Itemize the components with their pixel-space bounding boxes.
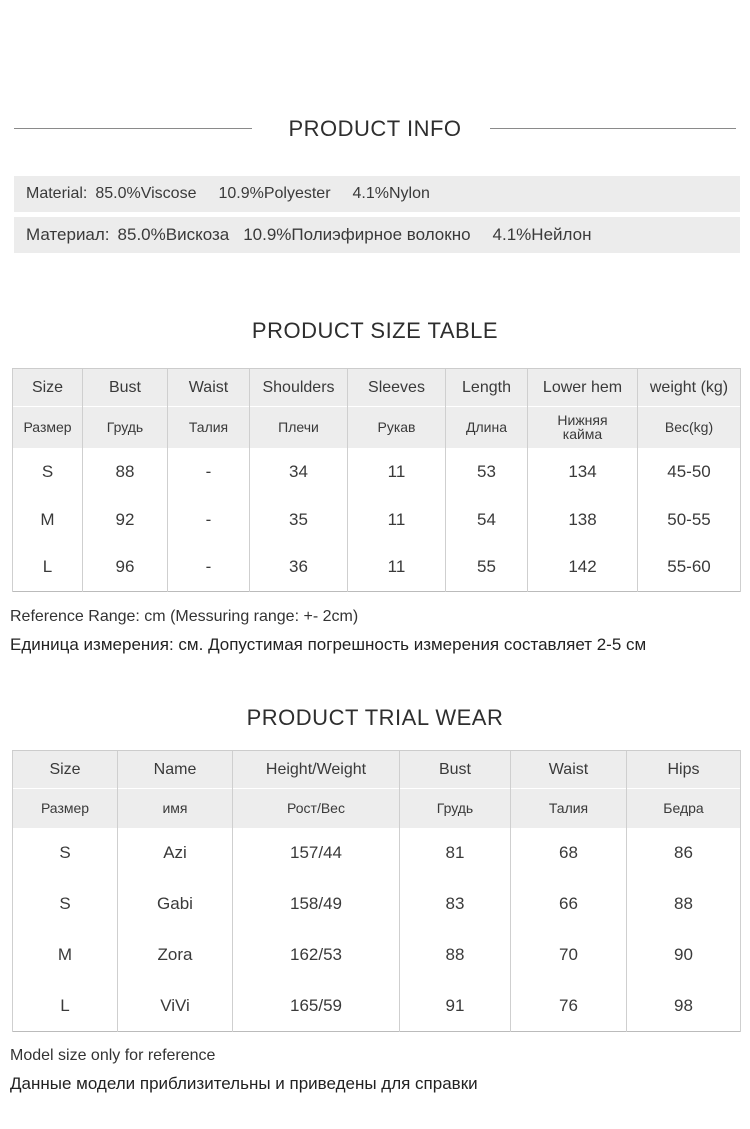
table-cell: 11 (348, 544, 446, 592)
table-cell: 76 (511, 981, 627, 1032)
table-cell: - (168, 544, 250, 592)
header-cell: Рукав (348, 407, 446, 448)
table-cell: Zora (118, 930, 233, 981)
material-ru-label: Материал: (26, 225, 110, 244)
table-cell: 68 (511, 828, 627, 879)
header-cell: Талия (168, 407, 250, 448)
table-cell: 70 (511, 930, 627, 981)
header-cell: Height/Weight (233, 751, 400, 789)
material-ru-item: 10.9%Полиэфирное волокно (243, 225, 471, 244)
header-cell: Waist (168, 369, 250, 407)
table-cell: 81 (400, 828, 511, 879)
table-row (13, 496, 741, 544)
table-row (13, 544, 741, 592)
size-note-en: Reference Range: cm (Messuring range: +- 2cm) (10, 608, 359, 625)
table-cell: 66 (511, 879, 627, 930)
header-cell: Shoulders (250, 369, 348, 407)
table-cell: 91 (400, 981, 511, 1032)
trial-header-en-row (13, 751, 741, 789)
header-cell: weight (kg) (638, 369, 741, 407)
table-cell: 11 (348, 496, 446, 544)
table-cell: S (13, 828, 118, 879)
table-cell: 98 (627, 981, 741, 1032)
table-cell: Azi (118, 828, 233, 879)
table-cell: 157/44 (233, 828, 400, 879)
table-cell: 96 (83, 544, 168, 592)
table-cell: 138 (528, 496, 638, 544)
trial-note-ru: Данные модели приблизительны и приведены для справки (10, 1074, 478, 1093)
table-cell: 88 (83, 448, 168, 496)
table-row (13, 828, 741, 879)
table-cell: 162/53 (233, 930, 400, 981)
table-cell: 83 (400, 879, 511, 930)
header-cell (528, 407, 638, 448)
table-row (13, 981, 741, 1032)
header-cell: Бедра (627, 789, 741, 828)
header-cell: Size (13, 751, 118, 789)
material-en-item: 85.0%Viscose (95, 185, 197, 202)
material-ru-item: 85.0%Вискоза (117, 225, 230, 244)
table-cell: - (168, 448, 250, 496)
material-en-row (14, 176, 740, 212)
size-table (12, 368, 741, 592)
header-cell: Length (446, 369, 528, 407)
table-cell: 50-55 (638, 496, 741, 544)
table-cell: 45-50 (638, 448, 741, 496)
material-en-item: 10.9%Polyester (218, 185, 331, 202)
table-cell: 92 (83, 496, 168, 544)
table-cell: 55 (446, 544, 528, 592)
table-cell: 134 (528, 448, 638, 496)
size-table-title: PRODUCT SIZE TABLE (251, 318, 499, 343)
material-ru-item: 4.1%Нейлон (492, 225, 592, 244)
table-cell: Gabi (118, 879, 233, 930)
table-cell: 88 (400, 930, 511, 981)
header-cell: Bust (83, 369, 168, 407)
table-cell: 86 (627, 828, 741, 879)
header-cell: Плечи (250, 407, 348, 448)
table-row (13, 879, 741, 930)
header-cell: Hips (627, 751, 741, 789)
table-cell: 142 (528, 544, 638, 592)
trial-header-ru-row (13, 789, 741, 828)
table-cell: 88 (627, 879, 741, 930)
table-cell: M (13, 930, 118, 981)
table-cell: 34 (250, 448, 348, 496)
table-cell: S (13, 448, 83, 496)
table-row (13, 930, 741, 981)
title-rule-right (490, 128, 736, 129)
table-cell: 11 (348, 448, 446, 496)
table-cell: L (13, 544, 83, 592)
table-cell: 36 (250, 544, 348, 592)
header-cell: Грудь (83, 407, 168, 448)
header-cell: Грудь (400, 789, 511, 828)
header-cell-text: Нижняя кайма (557, 412, 608, 443)
material-en-label: Material: (26, 185, 88, 202)
header-cell: Name (118, 751, 233, 789)
material-en-item: 4.1%Nylon (352, 185, 430, 202)
table-cell: M (13, 496, 83, 544)
table-cell: 54 (446, 496, 528, 544)
header-cell: Lower hem (528, 369, 638, 407)
table-cell: L (13, 981, 118, 1032)
trial-wear-table (12, 750, 741, 1032)
table-cell: S (13, 879, 118, 930)
table-cell: ViVi (118, 981, 233, 1032)
header-cell: Bust (400, 751, 511, 789)
table-cell: 35 (250, 496, 348, 544)
header-cell: Талия (511, 789, 627, 828)
table-row (13, 448, 741, 496)
header-cell: Длина (446, 407, 528, 448)
product-info-title: PRODUCT INFO (288, 116, 462, 141)
header-cell: Рост/Вес (233, 789, 400, 828)
table-cell: 165/59 (233, 981, 400, 1032)
size-header-ru-row (13, 407, 741, 448)
table-cell: 158/49 (233, 879, 400, 930)
table-cell: 53 (446, 448, 528, 496)
size-note-ru: Единица измерения: см. Допустимая погрешность измерения составляет 2-5 см (10, 635, 647, 654)
table-cell: 90 (627, 930, 741, 981)
header-cell: Size (13, 369, 83, 407)
header-cell: Размер (13, 789, 118, 828)
table-cell: - (168, 496, 250, 544)
header-cell: Sleeves (348, 369, 446, 407)
trial-note-en: Model size only for reference (10, 1047, 216, 1064)
table-cell: 55-60 (638, 544, 741, 592)
header-cell: Вес(kg) (638, 407, 741, 448)
trial-wear-title: PRODUCT TRIAL WEAR (246, 705, 504, 730)
header-cell: имя (118, 789, 233, 828)
header-cell: Waist (511, 751, 627, 789)
size-header-en-row (13, 369, 741, 407)
material-ru-row (14, 217, 740, 253)
header-cell: Размер (13, 407, 83, 448)
